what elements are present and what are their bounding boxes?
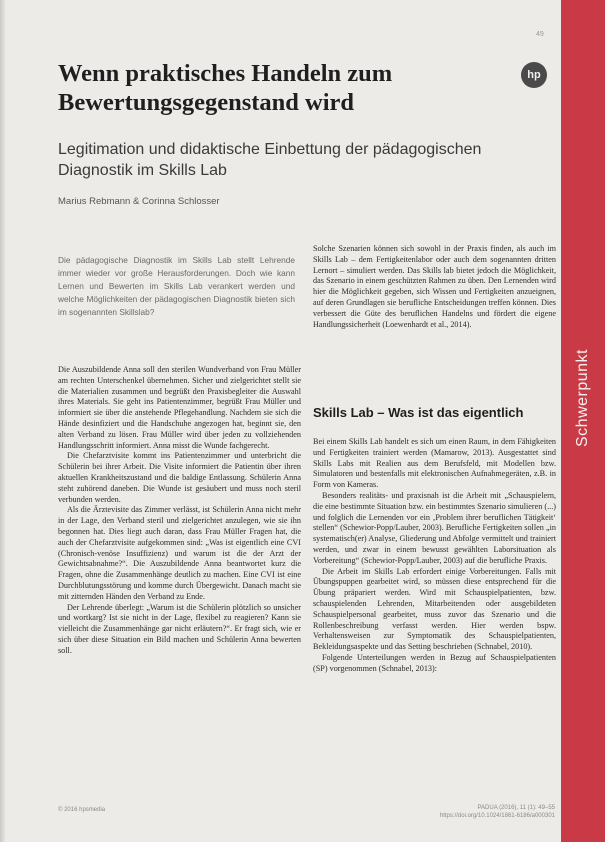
body-paragraph: Solche Szenarien können sich sowohl in der Praxis finden, als auch im Skills Lab – dem Fertigkeitenlabor oder auch dem sogenannten dritten Lernort – simuliert werden. Das Skills lab bietet jedoch die Möglichkeit, das Szenario in einem geschützten Rahmen zu üben. Den Lernenden wird hier die Möglichkeit gegeben, sich Wissen und Fertigkeiten anzueignen, auf deren Grundlagen sie berufliche Entscheidungen treffen können. Dies verbessert die Güte des beruflichen Handelns und fördert die eigene Handlungssicherheit (Loewenhardt et al., 2014). (313, 244, 556, 329)
article-abstract: Die pädagogische Diagnostik im Skills Lab stellt Lehrende immer wieder vor große Herausforderungen. Doch wie kann Lernen und Bewerten im Skills Lab verankert werden und welche Möglichkeiten der pädagogischen Diagnostik bieten sich im sogenannten Skillslab? (58, 255, 295, 318)
left-column (58, 365, 301, 657)
right-column-body (313, 437, 556, 675)
publisher-logo-icon: hp (521, 62, 547, 88)
doi-link[interactable]: https://doi.org/10.1024/1861-6186/a000301 (439, 813, 555, 819)
body-paragraph: Die Auszubildende Anna soll den sterilen Wundverband von Frau Müller am rechten Unterschenkel übernehmen. Sicher und zielgerichtet stellt sie die Materialien zusammen und begrüßt den Praxisbegleiter die Auswahl ihres Materials. Sie geht ins Patientenzimmer, begrüßt Frau Müller und informiert sie über die anstehende Pflegehandlung. Nachdem sie sich die Hände desinfiziert und die Handschuhe angezogen hat, beginnt sie, den alten Verband zu lösen. Frau Müller wird über jeden zu vollziehenden Handlungsschritt informiert. Anna misst die Wunde fachgerecht. (58, 365, 301, 450)
body-paragraph: Die Arbeit im Skills Lab erfordert einige Vorbereitungen. Falls mit Übungspuppen gearbeitet wird, so müssen diese entsprechend für die Übung präpariert werden. Wird mit Schauspielpatienten, bzw. schauspielenden Lehrenden, Mitarbeitenden oder ausgebildeten Schauspielpersonal gearbeitet, muss zuvor das Szenario und die Rollenbeschreibung verfasst werden. Hier werden bspw. Verhaltensweisen zur Symptomatik des Schauspielpatienten, Bekleidungsaspekte und das Setting beschrieben (Schnabel, 2010). (313, 566, 556, 652)
scan-edge-shadow (0, 0, 6, 842)
body-paragraph: Die Chefarztvisite kommt ins Patientenzimmer und unterbricht die Schülerin bei ihrer Arbeit. Die Visite informiert die Patientin über ihren aktuellen Krankheitszustand und die baldige Entlassung. Schülerin Anna steht zuhörend daneben. Die Wunde ist gesäubert und muss noch steril verbunden werden. (58, 451, 301, 504)
right-column-intro (313, 244, 556, 330)
citation-line: PADUA (2016), 11 (1): 49–55 (477, 805, 555, 811)
article-authors: Marius Rebmann & Corinna Schlosser (58, 196, 220, 207)
citation-footer (405, 804, 555, 820)
body-paragraph: Besonders realitäts- und praxisnah ist die Arbeit mit „Schauspielern, die eine bestimmte Situation bzw. ein bestimmtes Szenario simulieren (...) und folglich die Lernenden vor ein ‚Problem ihrer beruflichen Tätigkeit‘ stellen“ (Schewior-Popp/Lauber, 2003). Berufliche Fertigkeiten sollen „in systematisch(er) Analyse, Gliederung und Abfolge vermittelt und trainiert werden, und zwar in einem bewusst gewählten Laborsituation als Vorbereitung“ (Schewior-Popp/Lauber, 2003) auf die berufliche Praxis. (313, 490, 556, 565)
copyright-footer: © 2016 hpsmedia (58, 807, 106, 813)
body-paragraph: Als die Ärztevisite das Zimmer verlässt, ist Schülerin Anna nicht mehr in der Lage, den Verband steril und zielgerichtet anzulegen, wie sie ihn begonnen hat. Dies liegt auch daran, dass Frau Müller Fragen hat, die auch der Chefarztvisite aufgekommen sind: „Was ist eigentlich eine CVI (Chronisch-venöse Insuffizienz) und warum ist die der Arzt der Gewichtsabnahme?“. Die Auszubildende Anna beantwortet kurz die Fragen, ohne die Zusammenhänge deutlich zu machen. Eine CVI ist eine Durchblutungsstörung und komme durch Übergewicht. Danach macht sie mit zitternden Händen den Verband zu Ende. (58, 505, 301, 601)
body-paragraph: Bei einem Skills Lab handelt es sich um einen Raum, in dem Fähigkeiten und Fertigkeiten trainiert werden (Mamarow, 2013). Ausgestattet sind Skills Labs mit Realien aus dem Berufsfeld, mit Modellen bzw. Simulatoren und bestenfalls mit elektronischen Aufnahmegeräten, z.B. in Form von Kameras. (313, 437, 556, 490)
section-heading: Skills Lab – Was ist das eigentlich (313, 405, 524, 420)
section-tab-label: Schwerpunkt (574, 349, 591, 447)
article-subtitle: Legitimation und didaktische Einbettung der pädagogischen Diagnostik im Skills Lab (58, 141, 482, 179)
body-paragraph: Der Lehrende überlegt: „Warum ist die Schülerin plötzlich so unsicher und wortkarg? Ist sie nicht in der Lage, flexibel zu reagieren? Kann sie vielleicht die Zusammenhänge gar nicht erläutern?“. Er fragt sich, wie er sich über diese Situation ein Bild machen und Schülerin Anna bewerten soll. (58, 602, 301, 655)
article-title: Wenn praktisches Handeln zum Bewertungsgegenstand wird (58, 60, 393, 116)
body-paragraph: Folgende Unterteilungen werden in Bezug auf Schauspielpatienten (SP) vorgenommen (Schnabel, 2013): (313, 652, 556, 673)
page-number: 49 (536, 31, 544, 38)
